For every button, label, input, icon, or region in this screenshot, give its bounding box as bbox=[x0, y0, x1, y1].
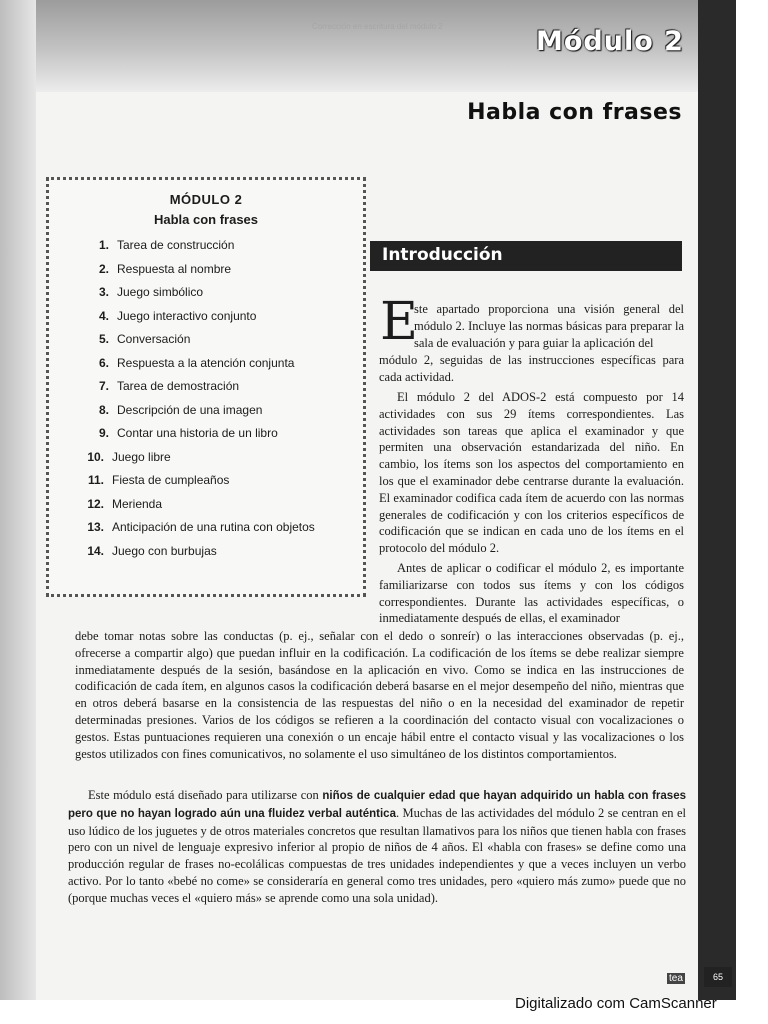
activity-label: Juego libre bbox=[112, 449, 171, 464]
activity-item bbox=[85, 285, 203, 299]
activity-label: Anticipación de una rutina con objetos bbox=[112, 520, 315, 534]
activity-label: Merienda bbox=[112, 496, 163, 511]
activity-item bbox=[85, 356, 294, 370]
activity-item bbox=[85, 332, 190, 346]
page-edge-shadow bbox=[0, 0, 36, 1000]
module-subtitle: Habla con frases bbox=[467, 100, 682, 125]
intro-title: Introducción bbox=[382, 245, 503, 265]
activity-item bbox=[80, 473, 229, 487]
intro-paragraph-1-b: módulo 2, seguidas de las instrucciones específicas para cada actividad. bbox=[379, 353, 684, 384]
activity-label: Conversación bbox=[117, 332, 191, 346]
paragraph-4-start: Este módulo está diseñado para utilizarse con bbox=[88, 788, 323, 802]
intro-paragraph-3-right: Antes de aplicar o codificar el módulo 2, es importante familiarizarse con todos sus ítems y con los códigos correspondientes. Durante las actividades específicas, o inmediatamente después de ellas, el examinador bbox=[379, 561, 684, 626]
activity-number: 13. bbox=[87, 520, 104, 534]
activity-number: 3. bbox=[98, 285, 109, 299]
activity-label: Juego con burbujas bbox=[112, 543, 217, 558]
activity-item bbox=[85, 262, 231, 276]
activity-item bbox=[85, 426, 278, 440]
activity-item bbox=[80, 497, 162, 511]
intro-paragraph-2: El módulo 2 del ADOS-2 está compuesto por 14 actividades con sus 29 ítems correspondientes. Las actividades son tareas que aplica el examinador y que permiten una observación estandarizada del niño. En cambio, los ítems son los aspectos del comportamiento en los que el examinador debe centrarse durante la evaluación. El examinador codifica cada ítem de acuerdo con las normas generales de codificación y con los criterios específicos de codificación que se indican en cada uno de los ítems en el protocolo del módulo 2. bbox=[379, 390, 684, 556]
activity-number: 14. bbox=[87, 543, 104, 558]
activity-label: Juego interactivo conjunto bbox=[117, 308, 257, 323]
activity-label: Fiesta de cumpleaños bbox=[112, 473, 230, 487]
activity-number: 8. bbox=[98, 402, 109, 417]
intro-paragraph-3-full: debe tomar notas sobre las conductas (p. ej., señalar con el dedo o sonreír) o las interacciones observadas (p. ej., ofrecerse a compartir algo) que puedan influir en la codificación. La codificación de los ítems se debe realizar siempre inmediatamente después de la sesión, basándose en la aplicación en vivo. Como se indica en las instrucciones de codificación de cada ítem, en algunos casos la codificación deberá basarse en el mejor desempeño del niño, mientras que en otros deberá basarse en la consistencia de las respuestas del niño o en la necesidad del examinador de repetir determinadas presiones. Varios de los códigos se refieren a la coordinación del contacto visual con vocalizaciones o gestos. Estas puntuaciones requieren una conexión o un encaje hábil entre el contacto visual y las vocalizaciones o los gestos utilizados con fines comunicativos, no solamente el uso simultáneo de los distintos comportamientos. bbox=[75, 629, 684, 761]
activity-item bbox=[80, 450, 171, 464]
activity-item bbox=[80, 520, 315, 534]
activity-label: Tarea de demostración bbox=[117, 379, 240, 393]
chapter-tab bbox=[698, 0, 736, 1000]
activity-item bbox=[85, 379, 239, 393]
scanner-watermark: Digitalizado com CamScanner bbox=[515, 995, 717, 1012]
activity-label: Respuesta al nombre bbox=[117, 261, 232, 276]
module-contents-box bbox=[46, 177, 366, 597]
drop-cap: E bbox=[380, 292, 418, 352]
intro-paragraph-1-a: ste apartado proporciona una visión general del módulo 2. Incluye las normas básicas para preparar la sala de evaluación y para guiar la aplicación del bbox=[414, 302, 684, 350]
activity-number: 10. bbox=[87, 449, 104, 464]
publisher-logo: tea bbox=[669, 973, 683, 984]
page-number: 65 bbox=[704, 967, 732, 987]
activity-number: 12. bbox=[87, 496, 104, 511]
box-title: MÓDULO 2 bbox=[169, 192, 243, 207]
intro-heading-bar bbox=[370, 241, 682, 271]
activity-item bbox=[80, 544, 217, 558]
paragraph-4-emphasis: niños de cualquier edad que hayan adquirido un habla con frases pero que no hayan logrado aún una fluidez verbal auténtica bbox=[68, 790, 686, 820]
box-subtitle: Habla con frases bbox=[153, 212, 259, 227]
activity-label: Juego simbólico bbox=[117, 285, 204, 299]
module-label: Módulo 2 bbox=[536, 26, 684, 57]
paragraph-4-end: . Muchas de las actividades del módulo 2 se centran en el uso lúdico de los juguetes y de otros materiales concretos que resultan llamativos para los niños que tienen habla con frases pero con un nivel de lenguaje expresivo inferior al propio de niños de 4 años. El «habla con frases» se define como una producción regular de frases no-ecolálicas compuestas de tres unidades independientes y que a veces incluyen un verbo activo. Por lo tanto «bebé no come» se consideraría en general como tres unidades, pero «quiero más zumo» puede que no (porque muchas veces el «quiero más» se aprende como una sola unidad). bbox=[68, 805, 686, 905]
bleed-through-text: Corrección en escritura del módulo 2 bbox=[312, 22, 443, 31]
activity-number: 5. bbox=[98, 332, 109, 346]
activity-label: Tarea de construcción bbox=[117, 238, 235, 252]
activity-number: 2. bbox=[98, 261, 109, 276]
activity-number: 9. bbox=[98, 426, 109, 440]
activity-label: Contar una historia de un libro bbox=[117, 426, 278, 440]
activity-item bbox=[85, 238, 234, 252]
activity-number: 6. bbox=[98, 355, 109, 370]
activity-item bbox=[85, 309, 256, 323]
activity-label: Respuesta a la atención conjunta bbox=[117, 355, 295, 370]
intro-paragraph-4 bbox=[68, 787, 686, 907]
activity-number: 11. bbox=[87, 473, 104, 487]
activity-label: Descripción de una imagen bbox=[117, 402, 263, 417]
activity-number: 7. bbox=[98, 379, 109, 393]
activity-item bbox=[85, 403, 262, 417]
activity-number: 4. bbox=[98, 308, 109, 323]
activity-number: 1. bbox=[98, 238, 109, 252]
